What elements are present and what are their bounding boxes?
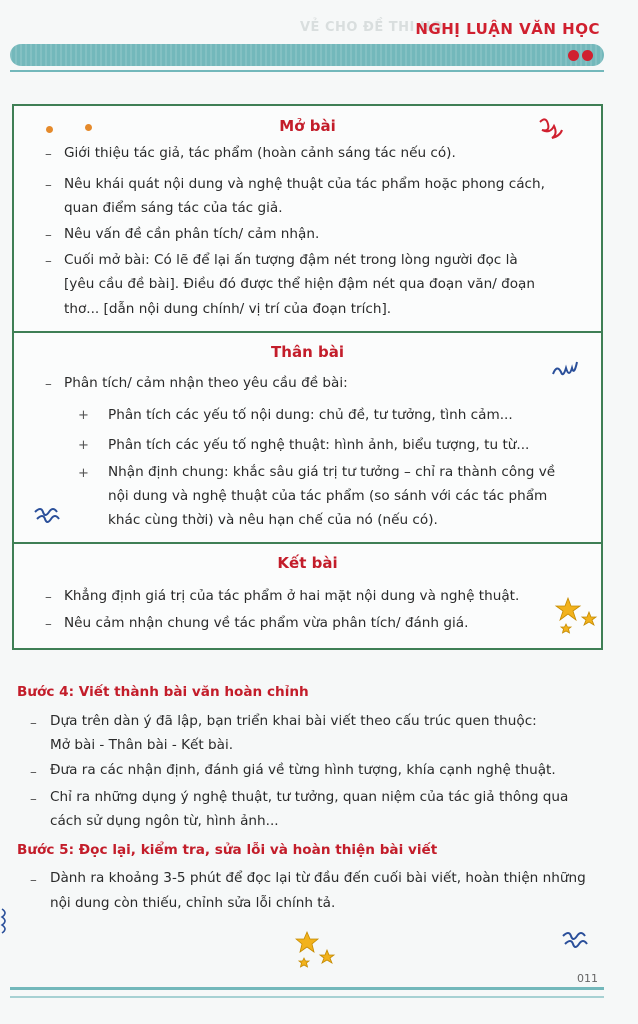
bullet-dash: – bbox=[45, 227, 52, 243]
than-bai-subitem-1: Phân tích các yếu tố nội dung: chủ đề, tư tưởng, tình cảm... bbox=[108, 407, 513, 423]
bullet-dash: – bbox=[45, 589, 52, 605]
step-5-item-1-line-2: nội dung còn thiếu, chỉnh sửa lỗi chính tả. bbox=[50, 895, 336, 911]
bullet-dash: – bbox=[45, 177, 52, 193]
step-4-item-1-line-2: Mở bài - Thân bài - Kết bài. bbox=[50, 737, 234, 753]
step-4-item-1-line-1: Dựa trên dàn ý đã lập, bạn triển khai bài viết theo cấu trúc quen thuộc: bbox=[50, 713, 537, 729]
header-underline bbox=[10, 70, 604, 72]
bullet-dash: – bbox=[30, 872, 37, 888]
header-dot-icon bbox=[568, 50, 579, 61]
mo-bai-item-4-line-2: [yêu cầu đề bài]. Điều đó được thể hiện đậm nét qua đoạn văn/ đoạn bbox=[64, 276, 535, 292]
mo-bai-item-4-line-3: thơ... [dẫn nội dung chính/ vị trí của đoạn trích]. bbox=[64, 301, 392, 317]
swirl-icon bbox=[560, 928, 594, 952]
bullet-dash: – bbox=[30, 764, 37, 780]
section-divider bbox=[14, 331, 601, 333]
stars-icon bbox=[295, 930, 337, 970]
bullet-dash: – bbox=[45, 253, 52, 269]
mo-bai-item-4-line-1: Cuối mở bài: Có lẽ để lại ấn tượng đậm nét trong lòng người đọc là bbox=[64, 252, 518, 268]
ket-bai-item-2: Nêu cảm nhận chung về tác phẩm vừa phân tích/ đánh giá. bbox=[64, 615, 469, 631]
header-dot-icon bbox=[582, 50, 593, 61]
mo-bai-item-3: Nêu vấn đề cần phân tích/ cảm nhận. bbox=[64, 226, 320, 242]
bullet-dash: – bbox=[30, 791, 37, 807]
bullet-plus: + bbox=[78, 466, 89, 481]
faint-background-title: VẺ CHO ĐỀ THI HỌ bbox=[300, 20, 443, 35]
step-4-item-3-line-1: Chỉ ra những dụng ý nghệ thuật, tư tưởng, quan niệm của tác giả thông qua bbox=[50, 789, 569, 805]
bullet-plus: + bbox=[78, 438, 89, 453]
step-4-item-3-line-2: cách sử dụng ngôn từ, hình ảnh... bbox=[50, 813, 279, 829]
bullet-dash: – bbox=[45, 146, 52, 162]
footer-line bbox=[10, 996, 604, 998]
stars-icon bbox=[554, 596, 599, 636]
swirl-icon bbox=[550, 358, 580, 382]
bullet-dash: – bbox=[45, 376, 52, 392]
bullet-plus: + bbox=[78, 408, 89, 423]
outline-box bbox=[12, 104, 603, 650]
than-bai-subitem-3-line-1: Nhận định chung: khắc sâu giá trị tư tưởng – chỉ ra thành công về bbox=[108, 464, 556, 480]
page-number: 011 bbox=[577, 972, 598, 985]
footer-line bbox=[10, 987, 604, 990]
swirl-icon bbox=[0, 905, 18, 937]
than-bai-title: Thân bài bbox=[271, 343, 344, 361]
swirl-icon bbox=[32, 504, 62, 526]
mo-bai-title: Mở bài bbox=[279, 117, 336, 135]
than-bai-subitem-3-line-2: nội dung và nghệ thuật của tác phẩm (so sánh với các tác phẩm bbox=[108, 488, 548, 504]
than-bai-item-1: Phân tích/ cảm nhận theo yêu cầu đề bài: bbox=[64, 375, 348, 391]
ket-bai-title: Kết bài bbox=[277, 554, 338, 572]
than-bai-subitem-3-line-3: khác cùng thời) và nêu hạn chế của nó (nếu có). bbox=[108, 512, 438, 528]
mo-bai-item-1: Giới thiệu tác giả, tác phẩm (hoàn cảnh sáng tác nếu có). bbox=[64, 145, 456, 161]
mo-bai-item-2-line-2: quan điểm sáng tác của tác giả. bbox=[64, 200, 283, 216]
step-4-title: Bước 4: Viết thành bài văn hoàn chỉnh bbox=[17, 684, 309, 700]
bullet-dash: – bbox=[45, 616, 52, 632]
header-bar bbox=[10, 44, 604, 66]
bullet-dash: – bbox=[30, 715, 37, 731]
ket-bai-item-1: Khẳng định giá trị của tác phẩm ở hai mặt nội dung và nghệ thuật. bbox=[64, 588, 520, 604]
than-bai-subitem-2: Phân tích các yếu tố nghệ thuật: hình ảnh, biểu tượng, tu từ... bbox=[108, 437, 530, 453]
mo-bai-item-2-line-1: Nêu khái quát nội dung và nghệ thuật của tác phẩm hoặc phong cách, bbox=[64, 176, 545, 192]
section-divider bbox=[14, 542, 601, 544]
page-header-title: NGHỊ LUẬN VĂN HỌC bbox=[415, 20, 600, 38]
step-5-title: Bước 5: Đọc lại, kiểm tra, sửa lỗi và hoàn thiện bài viết bbox=[17, 842, 438, 858]
step-4-item-2: Đưa ra các nhận định, đánh giá về từng hình tượng, khía cạnh nghệ thuật. bbox=[50, 762, 556, 778]
step-5-item-1-line-1: Dành ra khoảng 3-5 phút để đọc lại từ đầu đến cuối bài viết, hoàn thiện những bbox=[50, 870, 586, 886]
